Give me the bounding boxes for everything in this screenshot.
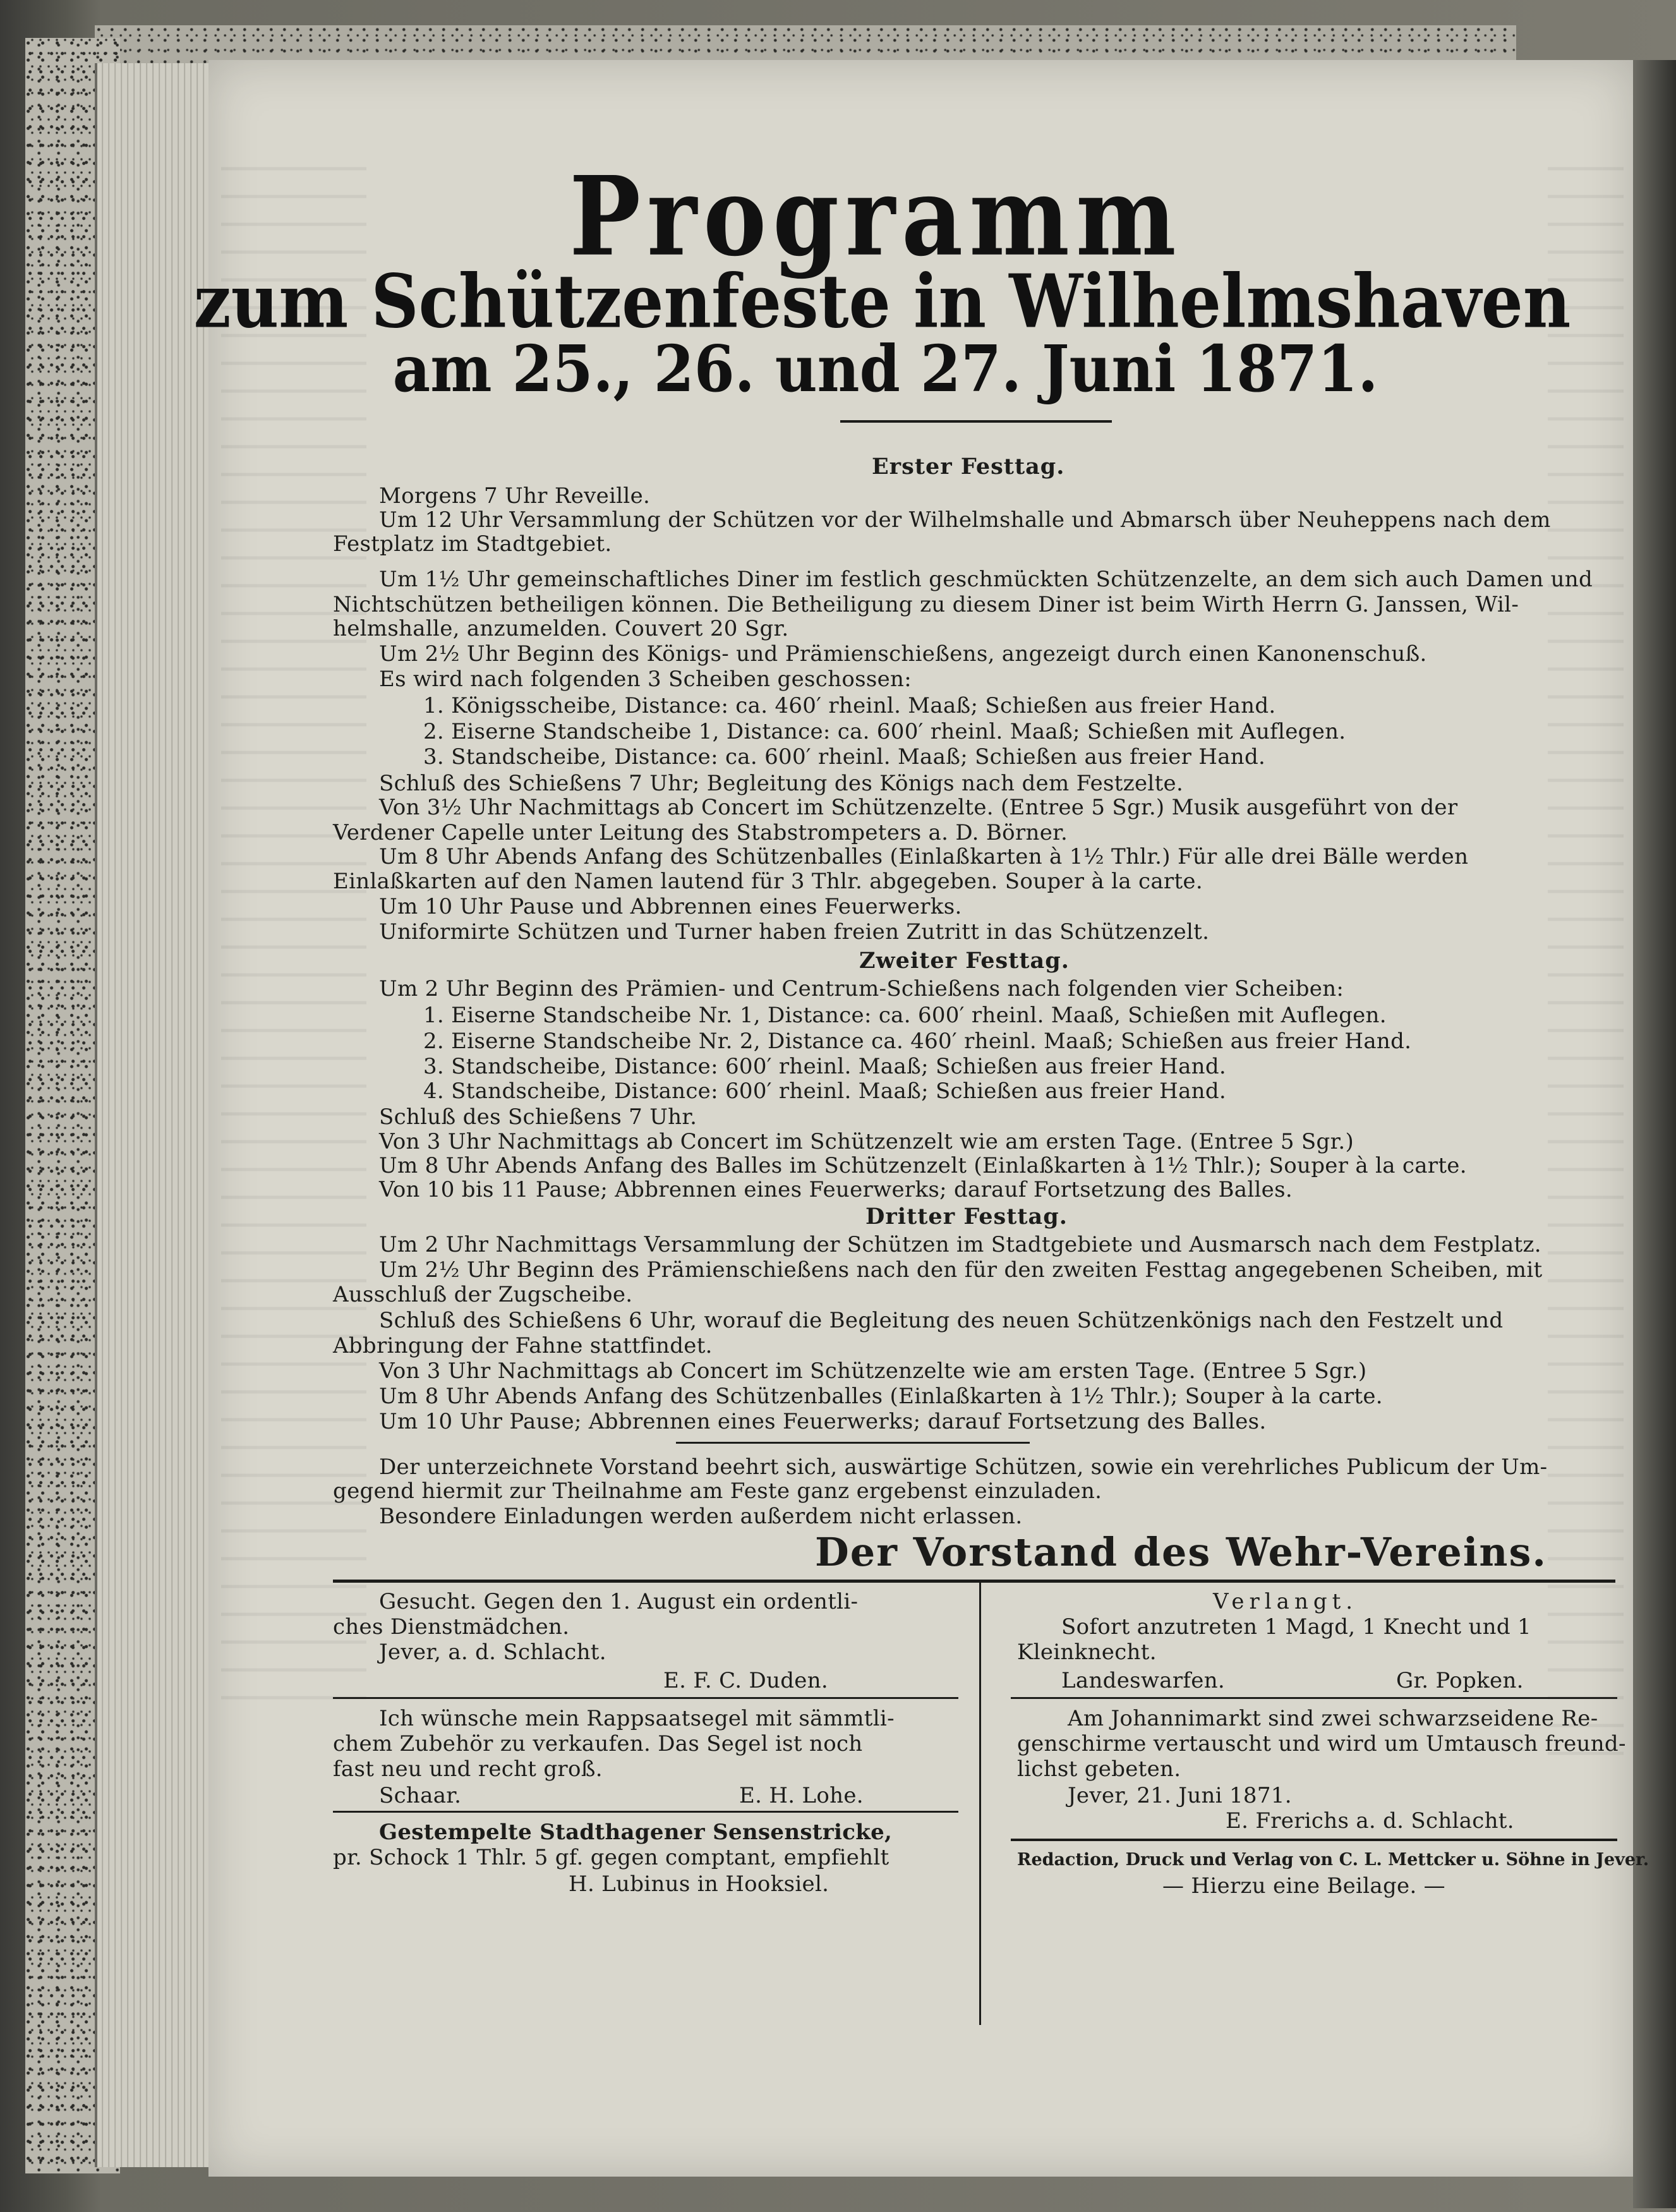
- ad-wanted-place: Landeswarfen.: [1061, 1668, 1226, 1693]
- day2-line: 1. Eiserne Standscheibe Nr. 1, Distance: ca. 600′ rheinl. Maaß, Schießen mit Auflegen.: [423, 1003, 1387, 1028]
- day1-line: Von 3½ Uhr Nachmittags ab Concert im Schützenzelte. (Entree 5 Sgr.) Musik ausgeführt von der: [379, 795, 1458, 820]
- title-divider: [840, 420, 1112, 423]
- day3-line: Abbringung der Fahne stattfindet.: [333, 1333, 713, 1358]
- ad-umbrella-line: Am Johannimarkt sind zwei schwarzseidene Re-: [1068, 1706, 1598, 1731]
- ad-sail-line: Ich wünsche mein Rappsaatsegel mit sämmtli-: [379, 1706, 895, 1731]
- association-signature: Der Vorstand des Wehr-Vereins.: [815, 1529, 1547, 1575]
- day2-line: Um 2 Uhr Beginn des Prämien- und Centrum-Schießens nach folgenden vier Scheiben:: [379, 976, 1344, 1001]
- ad-sail-signature: E. H. Lohe.: [739, 1783, 864, 1808]
- ad-scythe-line: pr. Schock 1 Thlr. 5 gf. gegen comptant, empfiehlt: [333, 1845, 889, 1870]
- program-dates: am 25., 26. und 27. Juni 1871.: [392, 331, 1378, 407]
- day3-line: Um 2½ Uhr Beginn des Prämienschießens nach den für den zweiten Festtag angegebenen Scheiben, mit: [379, 1257, 1543, 1283]
- ad-separator: [333, 1697, 958, 1699]
- supplement-note: — Hierzu eine Beilage. —: [1162, 1873, 1445, 1899]
- day2-line: Schluß des Schießens 7 Uhr.: [379, 1104, 697, 1130]
- invitation-line: gegend hiermit zur Theilnahme am Feste ganz ergebenst einzuladen.: [333, 1478, 1102, 1504]
- ad-umbrella-line: genschirme vertauscht und wird um Umtausch freund-: [1017, 1731, 1626, 1756]
- day1-line: Um 12 Uhr Versammlung der Schützen vor der Wilhelmshalle und Abmarsch über Neuheppens nach dem: [379, 507, 1551, 533]
- day2-line: 4. Standscheibe, Distance: 600′ rheinl. Maaß; Schießen aus freier Hand.: [423, 1079, 1227, 1104]
- day3-line: Ausschluß der Zugscheibe.: [333, 1282, 633, 1307]
- day1-line: 1. Königsscheibe, Distance: ca. 460′ rheinl. Maaß; Schießen aus freier Hand.: [423, 693, 1276, 718]
- ad-wanted-signature: Gr. Popken.: [1396, 1668, 1524, 1693]
- day1-line: Um 10 Uhr Pause und Abbrennen eines Feuerwerks.: [379, 894, 962, 919]
- section-divider: [676, 1442, 1030, 1444]
- day2-line: Um 8 Uhr Abends Anfang des Balles im Schützenzelt (Einlaßkarten à 1½ Thlr.); Souper à la carte.: [379, 1153, 1467, 1178]
- day1-line: Um 2½ Uhr Beginn des Königs- und Prämienschießens, angezeigt durch einen Kanonenschuß.: [379, 641, 1427, 667]
- day3-line: Um 10 Uhr Pause; Abbrennen eines Feuerwerks; darauf Fortsetzung des Balles.: [379, 1409, 1267, 1434]
- invitation-line: Der unterzeichnete Vorstand beehrt sich, auswärtige Schützen, sowie ein verehrliches Publicum der Um-: [379, 1454, 1548, 1480]
- day2-line: Von 3 Uhr Nachmittags ab Concert im Schützenzelt wie am ersten Tage. (Entree 5 Sgr.): [379, 1129, 1354, 1154]
- ad-wanted-maid-line: Gesucht. Gegen den 1. August ein ordentli-: [379, 1589, 859, 1614]
- ad-wanted-line: Sofort anzutreten 1 Magd, 1 Knecht und 1: [1061, 1614, 1531, 1640]
- day1-line: Einlaßkarten auf den Namen lautend für 3 Thlr. abgegeben. Souper à la carte.: [333, 869, 1203, 894]
- program-title: Programm: [569, 152, 1183, 281]
- day3-line: Von 3 Uhr Nachmittags ab Concert im Schützenzelte wie am ersten Tage. (Entree 5 Sgr.): [379, 1358, 1367, 1384]
- day1-line: Um 8 Uhr Abends Anfang des Schützenballes (Einlaßkarten à 1½ Thlr.) Für alle drei Bälle werden: [379, 844, 1469, 869]
- day2-line: 2. Eiserne Standscheibe Nr. 2, Distance ca. 460′ rheinl. Maaß; Schießen aus freier Hand.: [423, 1029, 1412, 1054]
- ad-separator: [1011, 1697, 1617, 1699]
- ad-wanted-maid-signature: E. F. C. Duden.: [663, 1668, 829, 1693]
- day1-line: Nichtschützen betheiligen können. Die Betheiligung zu diesem Diner ist beim Wirth Herrn G. Janssen, Wil-: [333, 592, 1519, 617]
- ad-wanted-heading: Verlangt.: [1213, 1589, 1358, 1614]
- ad-umbrella-line: Jever, 21. Juni 1871.: [1068, 1783, 1292, 1808]
- day1-line: Morgens 7 Uhr Reveille.: [379, 483, 651, 509]
- imprint-rule: [1011, 1839, 1617, 1841]
- day1-line: 3. Standscheibe, Distance: ca. 600′ rheinl. Maaß; Schießen aus freier Hand.: [423, 744, 1266, 770]
- ad-wanted-maid-line: ches Dienstmädchen.: [333, 1614, 570, 1640]
- day1-line: Verdener Capelle unter Leitung des Stabstrompeters a. D. Börner.: [333, 820, 1068, 845]
- day2-heading: Zweiter Festtag.: [859, 948, 1070, 974]
- day1-line: Festplatz im Stadtgebiet.: [333, 531, 612, 557]
- day3-line: Schluß des Schießens 6 Uhr, worauf die Begleitung des neuen Schützenkönigs nach den Festzelt und: [379, 1308, 1504, 1333]
- ad-sail-line: fast neu und recht groß.: [333, 1756, 603, 1782]
- day2-line: Von 10 bis 11 Pause; Abbrennen eines Feuerwerks; darauf Fortsetzung des Balles.: [379, 1177, 1293, 1202]
- ad-scythe-signature: H. Lubinus in Hooksiel.: [569, 1871, 829, 1897]
- ad-separator: [333, 1811, 958, 1813]
- ad-wanted-maid-line: Jever, a. d. Schlacht.: [379, 1640, 606, 1665]
- program-subtitle: zum Schützenfeste in Wilhelmshaven: [193, 257, 1571, 345]
- day1-line: Uniformirte Schützen und Turner haben freien Zutritt in das Schützenzelt.: [379, 919, 1210, 945]
- ad-sail-line: chem Zubehör zu verkaufen. Das Segel ist noch: [333, 1731, 863, 1756]
- invitation-line: Besondere Einladungen werden außerdem nicht erlassen.: [379, 1504, 1023, 1529]
- ad-wanted-line: Kleinknecht.: [1017, 1640, 1157, 1665]
- ad-umbrella-line: lichst gebeten.: [1017, 1756, 1181, 1782]
- day3-heading: Dritter Festtag.: [865, 1204, 1068, 1230]
- day2-line: 3. Standscheibe, Distance: 600′ rheinl. Maaß; Schießen aus freier Hand.: [423, 1054, 1227, 1079]
- ads-column-divider: [979, 1583, 981, 2025]
- day1-line: 2. Eiserne Standscheibe 1, Distance: ca. 600′ rheinl. Maaß; Schießen mit Auflegen.: [423, 719, 1346, 744]
- day1-line: Es wird nach folgenden 3 Scheiben geschossen:: [379, 667, 912, 692]
- day3-line: Um 2 Uhr Nachmittags Versammlung der Schützen im Stadtgebiete und Ausmarsch nach dem Festplatz.: [379, 1232, 1541, 1257]
- day1-line: Um 1½ Uhr gemeinschaftliches Diner im festlich geschmückten Schützenzelte, an dem sich auch Damen und: [379, 567, 1593, 592]
- day1-heading: Erster Festtag.: [872, 454, 1065, 480]
- day1-line: helmshalle, anzumelden. Couvert 20 Sgr.: [333, 616, 789, 641]
- ad-scythe-line: Gestempelte Stadthagener Sensenstricke,: [379, 1820, 893, 1845]
- ad-sail-place: Schaar.: [379, 1783, 462, 1808]
- ad-umbrella-signature: E. Frerichs a. d. Schlacht.: [1226, 1808, 1514, 1834]
- imprint: Redaction, Druck und Verlag von C. L. Mettcker u. Söhne in Jever.: [1017, 1850, 1649, 1870]
- ads-top-rule: [333, 1580, 1615, 1583]
- day3-line: Um 8 Uhr Abends Anfang des Schützenballes (Einlaßkarten à 1½ Thlr.); Souper à la carte.: [379, 1384, 1383, 1409]
- day1-line: Schluß des Schießens 7 Uhr; Begleitung des Königs nach dem Festzelte.: [379, 771, 1184, 796]
